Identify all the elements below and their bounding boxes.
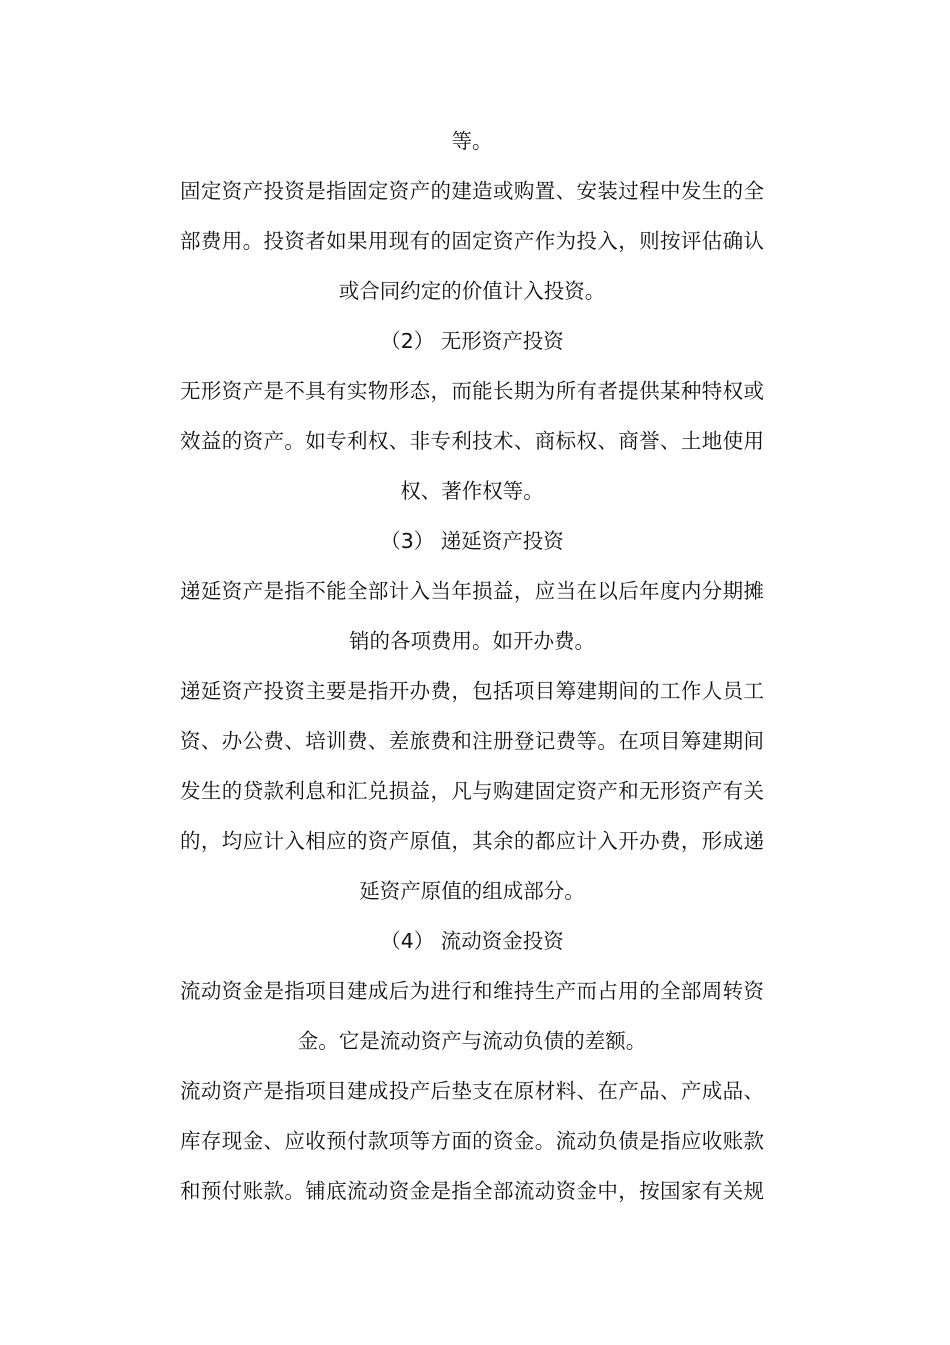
paragraph-line: 库存现金、应收预付款项等方面的资金。流动负债是指应收账款: [180, 1129, 764, 1153]
paragraph-line: 无形资产是不具有实物形态，而能长期为所有者提供某种特权或: [180, 379, 764, 403]
paragraph-last-line: 权、著作权等。: [400, 479, 544, 503]
paragraph-line: 和预付账款。铺底流动资金是指全部流动资金中，按国家有关规: [180, 1179, 764, 1203]
paragraph-line: 流动资金是指项目建成后为进行和维持生产而占用的全部周转资: [180, 979, 764, 1003]
paragraph-last-line: 金。它是流动资产与流动负债的差额。: [297, 1029, 647, 1053]
paragraph-line: 递延资产投资主要是指开办费，包括项目筹建期间的工作人员工: [180, 679, 764, 703]
paragraph-last-line: 或合同约定的价值计入投资。: [338, 279, 606, 303]
paragraph-line: 递延资产是指不能全部计入当年损益，应当在以后年度内分期摊: [180, 579, 764, 603]
section-heading-deferred-assets: （3） 递延资产投资: [380, 529, 564, 553]
section-heading-working-capital: （4） 流动资金投资: [380, 929, 564, 953]
paragraph-line: 部费用。投资者如果用现有的固定资产作为投入，则按评估确认: [180, 229, 764, 253]
text-line-continuation: 等。: [451, 129, 493, 153]
paragraph-line: 资、办公费、培训费、差旅费和注册登记费等。在项目筹建期间: [180, 729, 764, 753]
paragraph-line: 效益的资产。如专利权、非专利技术、商标权、商誉、土地使用: [180, 429, 764, 453]
paragraph-line: 发生的贷款利息和汇兑损益，凡与购建固定资产和无形资产有关: [180, 779, 764, 803]
paragraph-last-line: 延资产原值的组成部分。: [359, 879, 585, 903]
paragraph-line: 的，均应计入相应的资产原值，其余的都应计入开办费，形成递: [180, 829, 764, 853]
section-heading-intangible-assets: （2） 无形资产投资: [380, 329, 564, 353]
paragraph-line: 固定资产投资是指固定资产的建造或购置、安装过程中发生的全: [180, 179, 764, 203]
paragraph-last-line: 销的各项费用。如开办费。: [349, 629, 595, 653]
paragraph-line: 流动资产是指项目建成投产后垫支在原材料、在产品、产成品、: [180, 1079, 764, 1103]
